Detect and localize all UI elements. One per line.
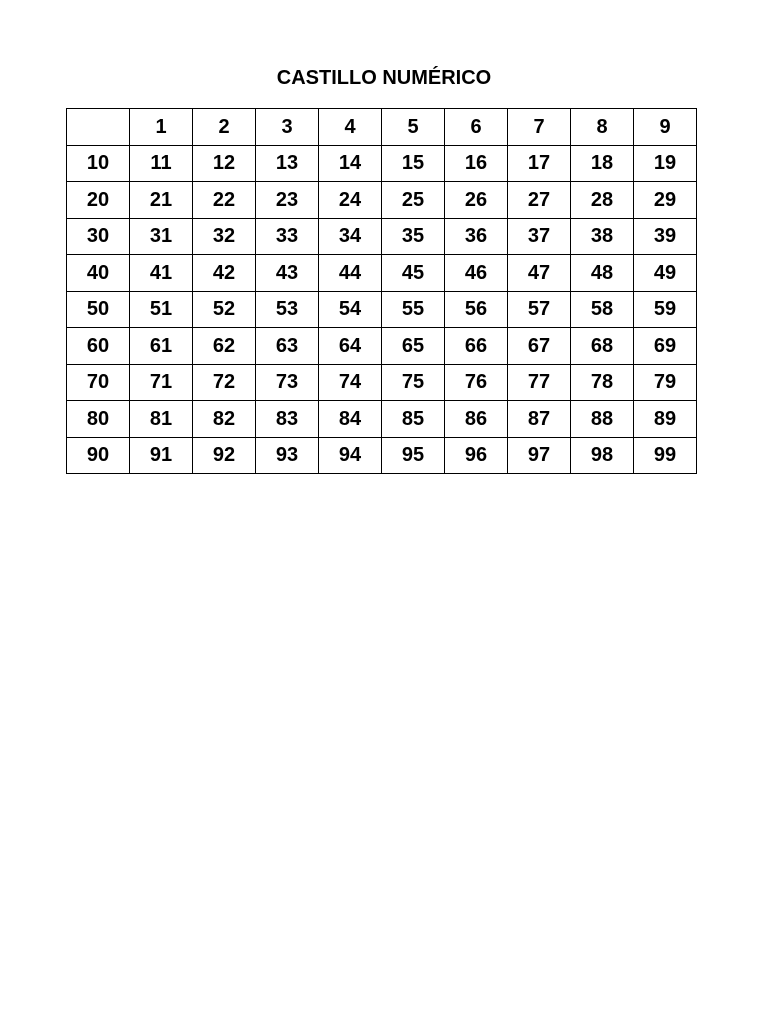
- grid-cell: 23: [256, 182, 319, 219]
- grid-cell: 80: [67, 401, 130, 438]
- grid-cell: 97: [508, 437, 571, 474]
- grid-cell: [67, 109, 130, 146]
- grid-cell: 17: [508, 145, 571, 182]
- grid-cell: 57: [508, 291, 571, 328]
- grid-cell: 70: [67, 364, 130, 401]
- grid-cell: 50: [67, 291, 130, 328]
- grid-cell: 71: [130, 364, 193, 401]
- grid-cell: 67: [508, 328, 571, 365]
- grid-cell: 35: [382, 218, 445, 255]
- grid-cell: 49: [634, 255, 697, 292]
- grid-cell: 30: [67, 218, 130, 255]
- grid-cell: 6: [445, 109, 508, 146]
- grid-cell: 27: [508, 182, 571, 219]
- grid-cell: 41: [130, 255, 193, 292]
- grid-cell: 25: [382, 182, 445, 219]
- grid-cell: 75: [382, 364, 445, 401]
- grid-cell: 64: [319, 328, 382, 365]
- grid-cell: 19: [634, 145, 697, 182]
- grid-cell: 39: [634, 218, 697, 255]
- grid-cell: 58: [571, 291, 634, 328]
- page-title: CASTILLO NUMÉRICO: [276, 67, 492, 89]
- grid-cell: 61: [130, 328, 193, 365]
- grid-cell: 92: [193, 437, 256, 474]
- grid-cell: 68: [571, 328, 634, 365]
- grid-cell: 53: [256, 291, 319, 328]
- grid-cell: 66: [445, 328, 508, 365]
- grid-cell: 21: [130, 182, 193, 219]
- grid-cell: 55: [382, 291, 445, 328]
- grid-cell: 72: [193, 364, 256, 401]
- table-row: [67, 218, 697, 255]
- number-grid: [66, 108, 697, 474]
- grid-cell: 36: [445, 218, 508, 255]
- table-row: [67, 437, 697, 474]
- grid-cell: 11: [130, 145, 193, 182]
- grid-cell: 44: [319, 255, 382, 292]
- grid-cell: 10: [67, 145, 130, 182]
- table-row: [67, 291, 697, 328]
- table-row: [67, 109, 697, 146]
- grid-cell: 77: [508, 364, 571, 401]
- grid-cell: 84: [319, 401, 382, 438]
- grid-cell: 4: [319, 109, 382, 146]
- grid-cell: 96: [445, 437, 508, 474]
- table-row: [67, 255, 697, 292]
- table-row: [67, 364, 697, 401]
- number-grid-body: [67, 109, 697, 474]
- table-row: [67, 182, 697, 219]
- grid-cell: 24: [319, 182, 382, 219]
- table-row: [67, 328, 697, 365]
- grid-cell: 37: [508, 218, 571, 255]
- grid-cell: 83: [256, 401, 319, 438]
- grid-cell: 48: [571, 255, 634, 292]
- grid-cell: 98: [571, 437, 634, 474]
- grid-cell: 9: [634, 109, 697, 146]
- grid-cell: 33: [256, 218, 319, 255]
- grid-cell: 43: [256, 255, 319, 292]
- grid-cell: 91: [130, 437, 193, 474]
- grid-cell: 5: [382, 109, 445, 146]
- table-row: [67, 401, 697, 438]
- grid-cell: 51: [130, 291, 193, 328]
- grid-cell: 86: [445, 401, 508, 438]
- table-row: [67, 145, 697, 182]
- grid-cell: 28: [571, 182, 634, 219]
- grid-cell: 69: [634, 328, 697, 365]
- grid-cell: 3: [256, 109, 319, 146]
- grid-cell: 60: [67, 328, 130, 365]
- grid-cell: 46: [445, 255, 508, 292]
- grid-cell: 16: [445, 145, 508, 182]
- grid-cell: 56: [445, 291, 508, 328]
- grid-cell: 54: [319, 291, 382, 328]
- grid-cell: 89: [634, 401, 697, 438]
- grid-cell: 38: [571, 218, 634, 255]
- grid-cell: 73: [256, 364, 319, 401]
- grid-cell: 2: [193, 109, 256, 146]
- grid-cell: 74: [319, 364, 382, 401]
- grid-cell: 12: [193, 145, 256, 182]
- grid-cell: 78: [571, 364, 634, 401]
- grid-cell: 76: [445, 364, 508, 401]
- grid-cell: 20: [67, 182, 130, 219]
- grid-cell: 14: [319, 145, 382, 182]
- grid-cell: 22: [193, 182, 256, 219]
- grid-cell: 62: [193, 328, 256, 365]
- grid-cell: 52: [193, 291, 256, 328]
- grid-cell: 82: [193, 401, 256, 438]
- grid-cell: 18: [571, 145, 634, 182]
- grid-cell: 31: [130, 218, 193, 255]
- grid-cell: 1: [130, 109, 193, 146]
- grid-cell: 29: [634, 182, 697, 219]
- grid-cell: 26: [445, 182, 508, 219]
- grid-cell: 45: [382, 255, 445, 292]
- grid-cell: 15: [382, 145, 445, 182]
- grid-cell: 88: [571, 401, 634, 438]
- grid-cell: 65: [382, 328, 445, 365]
- grid-cell: 63: [256, 328, 319, 365]
- grid-cell: 7: [508, 109, 571, 146]
- grid-cell: 81: [130, 401, 193, 438]
- grid-cell: 79: [634, 364, 697, 401]
- grid-cell: 90: [67, 437, 130, 474]
- grid-cell: 32: [193, 218, 256, 255]
- grid-cell: 87: [508, 401, 571, 438]
- grid-cell: 59: [634, 291, 697, 328]
- grid-cell: 94: [319, 437, 382, 474]
- grid-cell: 99: [634, 437, 697, 474]
- grid-cell: 93: [256, 437, 319, 474]
- grid-cell: 8: [571, 109, 634, 146]
- grid-cell: 34: [319, 218, 382, 255]
- grid-cell: 40: [67, 255, 130, 292]
- grid-cell: 47: [508, 255, 571, 292]
- grid-cell: 13: [256, 145, 319, 182]
- grid-cell: 42: [193, 255, 256, 292]
- grid-cell: 85: [382, 401, 445, 438]
- grid-cell: 95: [382, 437, 445, 474]
